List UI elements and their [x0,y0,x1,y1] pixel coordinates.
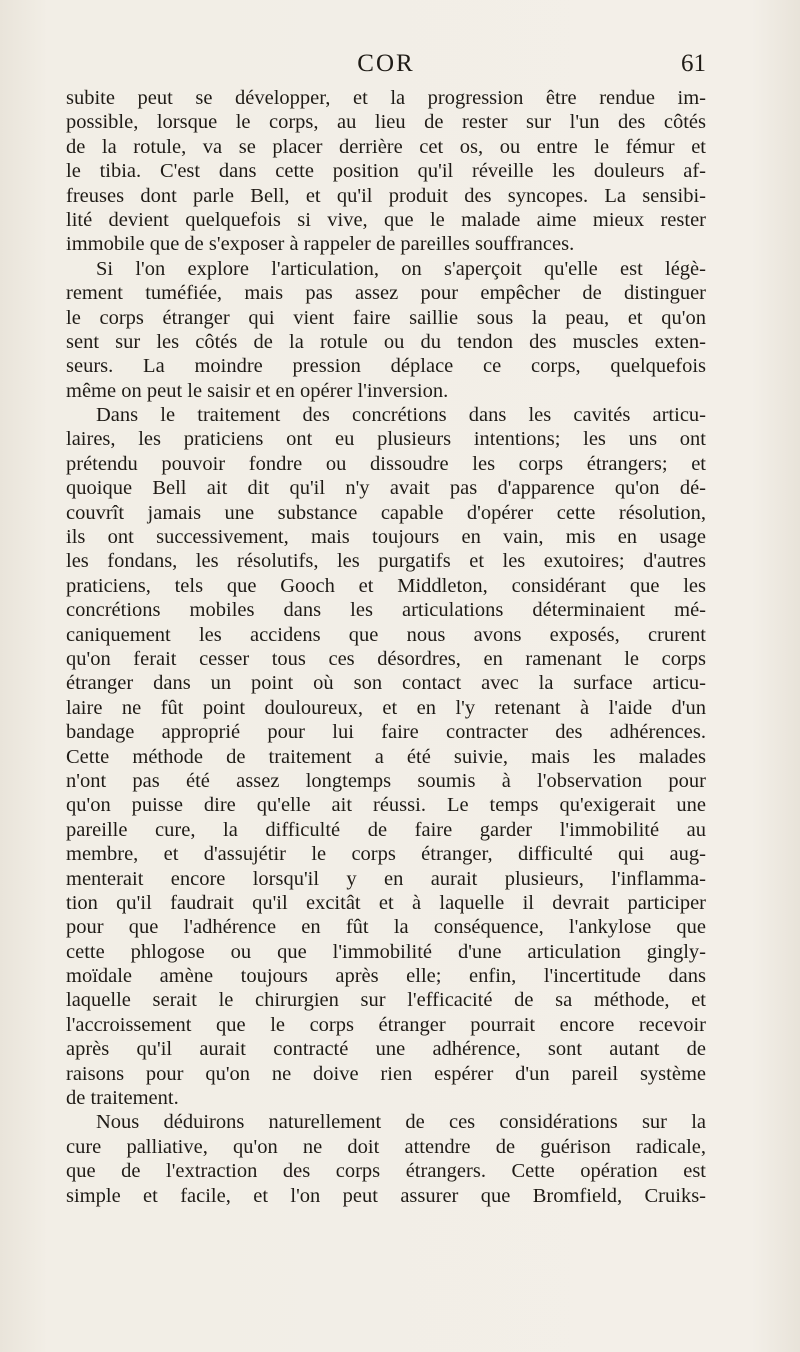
text-line: les fondans, les résolutifs, les purgatifs et les exutoires; d'autres [66,550,706,573]
text-line: n'ont pas été assez longtemps soumis à l'observation pour [66,769,706,792]
text-line: simple et facile, et l'on peut assurer que Bromfield, Cruiks- [66,1184,706,1207]
text-line: le corps étranger qui vient faire saillie sous la peau, et qu'on [66,306,706,329]
text-line: immobile que de s'exposer à rappeler de pareilles souffrances. [66,233,575,256]
text-line: quoique Bell ait dit qu'il n'y avait pas d'apparence qu'on dé- [66,477,706,500]
text-line: couvrît jamais une substance capable d'opérer cette résolution, [66,501,706,524]
text-line: laire ne fût point douloureux, et en l'y retenant à l'aide d'un [66,696,706,719]
text-line: pour que l'adhérence en fût la conséquence, l'ankylose que [66,916,706,939]
text-line: après qu'il aurait contracté une adhérence, sont autant de [66,1038,706,1061]
text-line: tion qu'il faudrait qu'il excitât et à laquelle il devrait participer [66,891,706,914]
text-line: Nous déduirons naturellement de ces considérations sur la [96,1111,706,1134]
text-line: Si l'on explore l'articulation, on s'aperçoit qu'elle est légè- [96,257,706,280]
text-line: cure palliative, qu'on ne doit attendre de guérison radicale, [66,1135,706,1158]
running-title: COR [357,50,415,77]
text-line: Dans le traitement des concrétions dans les cavités articu- [96,404,706,427]
text-line: laires, les praticiens ont eu plusieurs intentions; les uns ont [66,428,706,451]
text-line: prétendu pouvoir fondre ou dissoudre les corps étrangers; et [66,452,706,475]
text-line: raisons pour qu'on ne doive rien espérer d'un pareil système [66,1062,706,1085]
text-line: praticiens, tels que Gooch et Middleton, considérant que les [66,574,706,597]
text-line: cette phlogose ou que l'immobilité d'une articulation gingly- [66,940,706,963]
text-line: que de l'extraction des corps étrangers. Cette opération est [66,1160,706,1183]
text-line: subite peut se développer, et la progression être rendue im- [66,87,706,109]
text-line: possible, lorsque le corps, au lieu de rester sur l'un des côtés [66,111,706,134]
text-line: pareille cure, la difficulté de faire garder l'immobilité au [66,818,706,841]
text-line: même on peut le saisir et en opérer l'inversion. [66,379,449,402]
text-line: étranger dans un point où son contact avec la surface articu- [66,672,706,695]
text-line: qu'on ferait cesser tous ces désordres, en ramenant le corps [66,647,706,670]
text-line: seurs. La moindre pression déplace ce corps, quelquefois [66,355,706,378]
text-line: freuses dont parle Bell, et qu'il produit des syncopes. La sensibi- [66,184,706,207]
text-line: l'accroissement que le corps étranger pourrait encore recevoir [66,1013,706,1036]
text-line: membre, et d'assujétir le corps étranger, difficulté qui aug- [66,843,706,866]
text-line: de la rotule, va se placer derrière cet os, ou entre le fémur et [66,135,706,158]
text-line: de traitement. [66,1087,179,1110]
text-line: le tibia. C'est dans cette position qu'il réveille les douleurs af- [66,160,706,183]
page-number: 61 [681,50,706,77]
text-line: concrétions mobiles dans les articulations déterminaient mé- [66,599,706,622]
page-header [66,50,706,86]
text-line: menterait encore lorsqu'il y en aurait plusieurs, l'inflamma- [66,867,706,890]
text-line: caniquement les accidens que nous avons exposés, crurent [66,623,706,646]
text-line: qu'on puisse dire qu'elle ait réussi. Le temps qu'exigerait une [66,794,706,817]
text-line: laquelle serait le chirurgien sur l'efficacité de sa méthode, et [66,989,706,1012]
body-text [66,86,706,1208]
text-line: sent sur les côtés de la rotule ou du tendon des muscles exten- [66,330,706,353]
text-line: Cette méthode de traitement a été suivie, mais les malades [66,745,706,768]
text-line: lité devient quelquefois si vive, que le malade aime mieux rester [66,208,706,231]
text-line: ils ont successivement, mais toujours en vain, mis en usage [66,526,706,549]
text-line: rement tuméfiée, mais pas assez pour empêcher de distinguer [66,282,706,305]
text-line: bandage approprié pour lui faire contracter des adhérences. [66,721,706,744]
text-line: moïdale amène toujours après elle; enfin, l'incertitude dans [66,965,706,988]
